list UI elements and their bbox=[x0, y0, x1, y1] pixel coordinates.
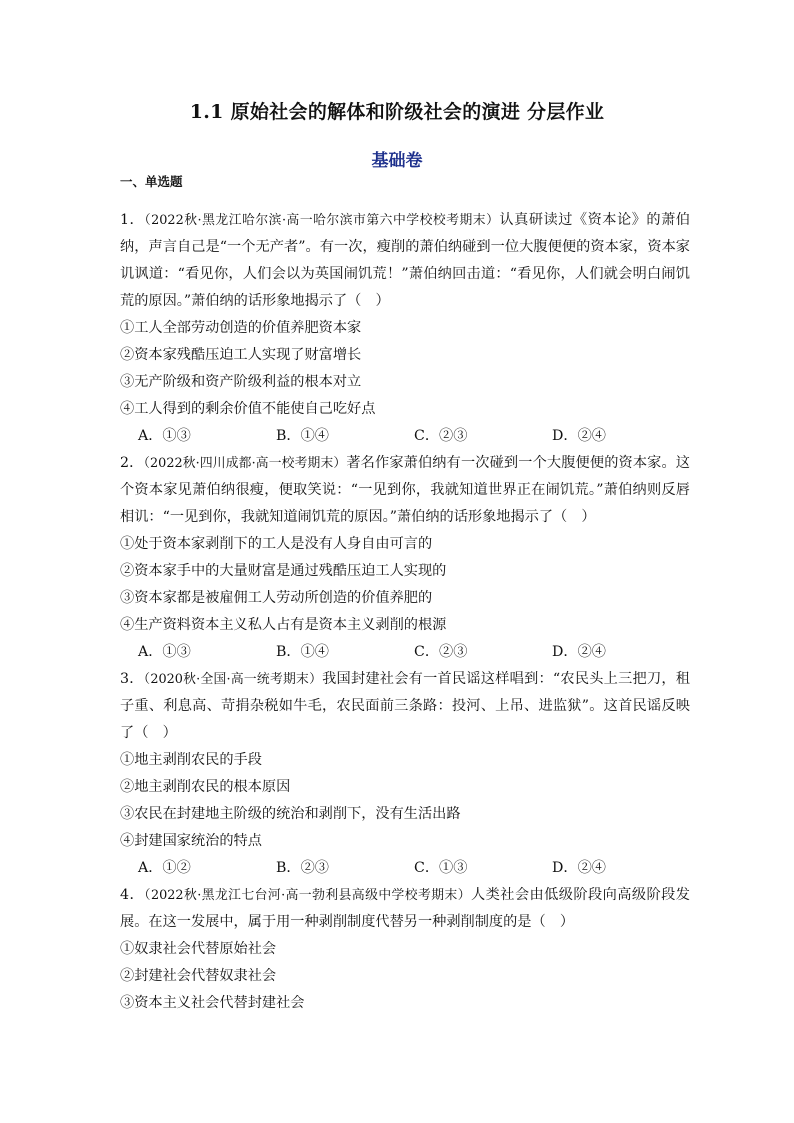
choice-d[interactable]: D．②④ bbox=[552, 644, 606, 660]
statement-option: ④工人得到的剩余价值不能使自己吃好点 bbox=[120, 401, 376, 417]
document-subtitle: 基础卷 bbox=[371, 151, 423, 171]
choice-c[interactable]: C．②③ bbox=[414, 428, 468, 444]
answer-choices bbox=[120, 855, 690, 882]
statement-option: ①地主剥削农民的手段 bbox=[120, 752, 262, 768]
choice-b[interactable]: B．②③ bbox=[276, 860, 329, 876]
choice-b[interactable]: B．①④ bbox=[276, 428, 329, 444]
question-source: （2022秋·黑龙江七台河·高一勃利县高级中学校考期末） bbox=[144, 888, 471, 903]
question-text: 人类社会由低级阶段向高级阶段发展。在这一发展中，属于用一种剥削制度代替另一种剥削制度的是（ ） bbox=[120, 887, 690, 930]
statement-option: ①奴隶社会代替原始社会 bbox=[120, 941, 277, 957]
question-source: （2022秋·黑龙江哈尔滨·高一哈尔滨市第六中学校校考期末） bbox=[144, 213, 500, 228]
question-1 bbox=[120, 207, 690, 450]
question-number: 1． bbox=[120, 212, 145, 228]
statement-option: ①工人全部劳动创造的价值养肥资本家 bbox=[120, 320, 362, 336]
question-stem bbox=[120, 450, 690, 531]
section-heading: 一、单选题 bbox=[120, 174, 183, 189]
question-source: （2022秋·四川成都·高一校考期末） bbox=[143, 456, 347, 471]
answer-choices bbox=[120, 423, 690, 450]
question-text: 认真研读过《资本论》的萧伯纳，声言自己是“一个无产者”。有一次，瘦削的萧伯纳碰到一位大腹便便的资本家，资本家讥讽道：“看见你，人们会以为英国闹饥荒！”萧伯纳回击道：“看见你，人们就会明白闹饥荒的原因。”萧伯纳的话形象地揭示了（ ） bbox=[120, 212, 690, 309]
statement-option: ④封建国家统治的特点 bbox=[120, 833, 262, 849]
statement-option: ④生产资料资本主义私人占有是资本主义剥削的根源 bbox=[120, 617, 447, 633]
answer-choices bbox=[120, 639, 690, 666]
document-title: 1.1 原始社会的解体和阶级社会的演进 分层作业 bbox=[189, 101, 605, 123]
question-number: 4． bbox=[120, 887, 145, 903]
statement-option: ②封建社会代替奴隶社会 bbox=[120, 968, 277, 984]
statement-option: ③农民在封建地主阶级的统治和剥削下，没有生活出路 bbox=[120, 806, 461, 822]
choice-d[interactable]: D．②④ bbox=[552, 860, 606, 876]
statement-option: ③资本家都是被雇佣工人劳动所创造的价值养肥的 bbox=[120, 590, 433, 606]
question-number: 2． bbox=[120, 455, 144, 471]
choice-c[interactable]: C．②③ bbox=[414, 644, 468, 660]
question-3 bbox=[120, 666, 690, 882]
question-number: 3． bbox=[120, 671, 144, 687]
question-source: （2020秋·全国·高一统考期末） bbox=[143, 672, 323, 687]
statement-option: ③资本主义社会代替封建社会 bbox=[120, 995, 305, 1011]
question-2 bbox=[120, 450, 690, 666]
question-text: 著名作家萧伯纳有一次碰到一个大腹便便的资本家。这个资本家见萧伯纳很瘦，便取笑说：“一见到你，我就知道世界正在闹饥荒。”萧伯纳则反唇相讥：“一见到你，我就知道闹饥荒的原因。”萧伯纳的话形象地揭示了（ ） bbox=[120, 455, 690, 525]
question-stem bbox=[120, 207, 690, 315]
question-4 bbox=[120, 882, 690, 1017]
statement-option: ②资本家手中的大量财富是通过残酷压迫工人实现的 bbox=[120, 563, 447, 579]
choice-d[interactable]: D．②④ bbox=[552, 428, 606, 444]
choice-b[interactable]: B．①④ bbox=[276, 644, 329, 660]
question-text: 我国封建社会有一首民谣这样唱到：“农民头上三把刀，租子重、利息高、苛捐杂税如牛毛，农民面前三条路：投河、上吊、进监狱”。这首民谣反映了（ ） bbox=[120, 671, 690, 741]
question-stem bbox=[120, 666, 690, 747]
choice-c[interactable]: C．①③ bbox=[414, 860, 468, 876]
statement-option: ②资本家残酷压迫工人实现了财富增长 bbox=[120, 347, 362, 363]
question-stem bbox=[120, 882, 690, 936]
choice-a[interactable]: A．①③ bbox=[138, 428, 191, 444]
choice-a[interactable]: A．①③ bbox=[138, 644, 191, 660]
choice-a[interactable]: A．①② bbox=[138, 860, 191, 876]
question-list bbox=[120, 207, 690, 1017]
statement-option: ③无产阶级和资产阶级利益的根本对立 bbox=[120, 374, 362, 390]
statement-option: ①处于资本家剥削下的工人是没有人身自由可言的 bbox=[120, 536, 433, 552]
statement-option: ②地主剥削农民的根本原因 bbox=[120, 779, 291, 795]
